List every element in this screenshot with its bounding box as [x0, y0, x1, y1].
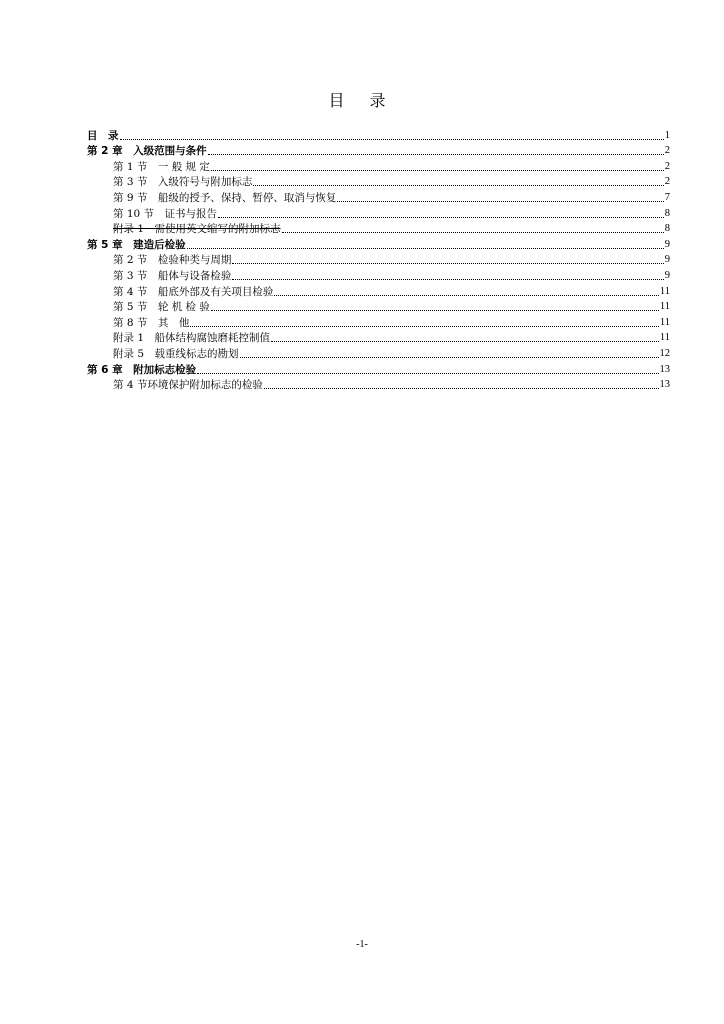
dot-leader — [282, 231, 664, 233]
toc-entry[interactable] — [87, 344, 670, 360]
toc-entry-page: 13 — [659, 363, 670, 375]
dot-leader — [190, 325, 659, 327]
toc-entry-title: 第 6 章 附加标志检验 — [87, 363, 197, 376]
toc-entry-page: 11 — [659, 301, 670, 313]
toc-entry-title: 目 录 — [87, 129, 119, 142]
toc-entry[interactable] — [87, 173, 670, 189]
dot-leader — [120, 138, 664, 140]
toc-entry-title: 第 2 章 入级范围与条件 — [87, 145, 207, 158]
toc-entry[interactable] — [87, 251, 670, 267]
toc-entry[interactable] — [87, 282, 670, 298]
table-of-contents — [87, 126, 670, 391]
toc-entry-page: 7 — [664, 191, 670, 203]
toc-entry-title: 附录 1 需使用英文缩写的附加标志 — [113, 223, 281, 236]
toc-entry-page: 2 — [664, 176, 670, 188]
toc-entry-page: 9 — [664, 238, 670, 250]
toc-entry-page: 1 — [664, 129, 670, 141]
dot-leader — [232, 262, 663, 264]
toc-entry[interactable] — [87, 235, 670, 251]
toc-entry[interactable] — [87, 266, 670, 282]
toc-entry-title: 第 3 节 船体与设备检验 — [113, 269, 232, 282]
dot-leader — [253, 184, 663, 186]
dot-leader — [274, 294, 659, 296]
toc-entry-page: 8 — [664, 207, 670, 219]
toc-entry-title: 第 5 节 轮 机 检 验 — [113, 301, 210, 314]
toc-entry-title: 第 8 节 其 他 — [113, 316, 190, 329]
dot-leader — [218, 216, 664, 218]
toc-entry[interactable] — [87, 188, 670, 204]
toc-entry-page: 9 — [664, 269, 670, 281]
dot-leader — [264, 387, 659, 389]
toc-entry[interactable] — [87, 329, 670, 345]
toc-entry[interactable] — [87, 313, 670, 329]
toc-entry[interactable] — [87, 142, 670, 158]
toc-entry-page: 11 — [659, 316, 670, 328]
toc-entry-page: 2 — [664, 160, 670, 172]
toc-entry-title: 附录 5 载重线标志的勘划 — [113, 347, 239, 360]
toc-entry-title: 第 10 节 证书与报告 — [113, 207, 218, 220]
dot-leader — [211, 169, 664, 171]
toc-entry-title: 第 3 节 入级符号与附加标志 — [113, 176, 253, 189]
toc-entry[interactable] — [87, 376, 670, 392]
toc-entry[interactable] — [87, 157, 670, 173]
toc-entry-title: 第 1 节 一 般 规 定 — [113, 160, 210, 173]
toc-entry-title: 第 5 章 建造后检验 — [87, 238, 186, 251]
dot-leader — [197, 372, 658, 374]
dot-leader — [208, 153, 664, 155]
toc-entry[interactable] — [87, 204, 670, 220]
toc-entry[interactable] — [87, 298, 670, 314]
toc-entry-title: 第 2 节 检验种类与周期 — [113, 254, 232, 267]
page-number: -1- — [356, 939, 368, 950]
toc-entry-page: 13 — [659, 379, 670, 391]
dot-leader — [187, 247, 664, 249]
toc-entry-page: 11 — [659, 285, 670, 297]
toc-entry[interactable] — [87, 126, 670, 142]
toc-entry[interactable] — [87, 360, 670, 376]
page-title: 目 录 — [328, 91, 396, 110]
toc-entry-title: 第 4 节环境保护附加标志的检验 — [113, 379, 263, 392]
toc-entry-page: 9 — [664, 254, 670, 266]
toc-entry[interactable] — [87, 220, 670, 236]
toc-entry-title: 第 9 节 船级的授予、保持、暂停、取消与恢复 — [113, 191, 337, 204]
toc-entry-page: 12 — [659, 347, 670, 359]
dot-leader — [211, 309, 659, 311]
dot-leader — [232, 278, 663, 280]
dot-leader — [240, 356, 659, 358]
toc-entry-title: 附录 1 船体结构腐蚀磨耗控制值 — [113, 332, 271, 345]
toc-entry-title: 第 4 节 船底外部及有关项目检验 — [113, 285, 274, 298]
toc-entry-page: 8 — [664, 223, 670, 235]
toc-entry-page: 11 — [659, 332, 670, 344]
dot-leader — [271, 340, 659, 342]
toc-entry-page: 2 — [664, 145, 670, 157]
dot-leader — [337, 200, 663, 202]
